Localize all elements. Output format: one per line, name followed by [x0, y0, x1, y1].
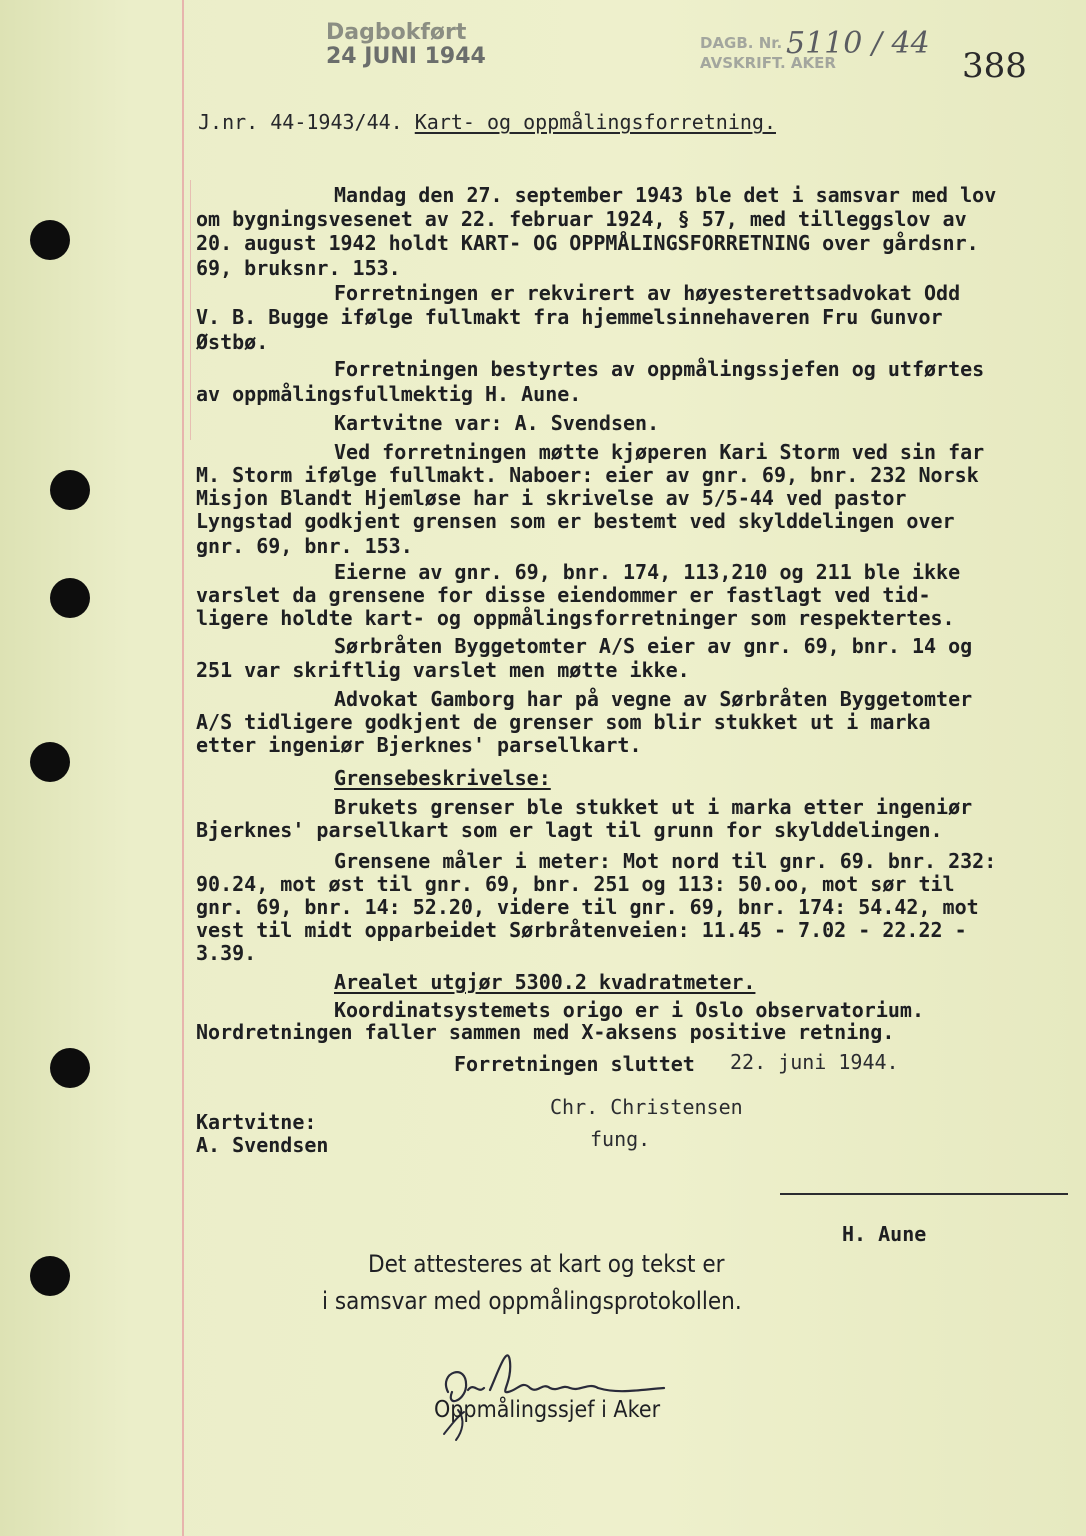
body-line: Østbø. [196, 330, 269, 354]
avskrift-label: AVSKRIFT. AKER [700, 53, 836, 72]
body-line: Nordretningen faller sammen med X-aksens positive retning. [196, 1020, 895, 1044]
handwritten-signature [438, 1332, 670, 1442]
body-line: 20. august 1942 holdt KART- OG OPPMÅLINGSFORRETNING over gårdsnr. [196, 231, 979, 255]
second-signer: H. Aune [842, 1222, 927, 1246]
page-number: 388 [962, 46, 1027, 86]
area-statement: Arealet utgjør 5300.2 kvadratmeter. [334, 970, 756, 994]
body-line: 69, bruksnr. 153. [196, 256, 401, 280]
signer-title: fung. [590, 1127, 651, 1151]
body-line: Kartvitne var: A. Svendsen. [334, 411, 660, 435]
body-line: 3.39. [196, 941, 257, 965]
body-line: Forretningen er rekvirert av høyesterettsadvokat Odd [334, 281, 961, 305]
subject-title: Kart- og oppmålingsforretning. [414, 110, 776, 134]
body-line: vest til midt opparbeidet Sørbråtenveien: 11.45 - 7.02 - 22.22 - [196, 918, 967, 942]
dagbokfort-label: Dagbokført [326, 20, 467, 45]
body-line: gnr. 69, bnr. 14: 52.20, videre til gnr. 69, bnr. 174: 54.42, mot [196, 895, 979, 919]
attestation-line-1: Det attesteres at kart og tekst er [368, 1250, 725, 1278]
margin-rule [182, 0, 184, 1536]
body-line: 90.24, mot øst til gnr. 69, bnr. 251 og 113: 50.oo, mot sør til [196, 872, 955, 896]
journal-header [198, 110, 776, 134]
attestation-line-2: i samsvar med oppmålingsprotokollen. [322, 1287, 742, 1315]
office-title: Oppmålingssjef i Aker [434, 1397, 661, 1423]
body-line: etter ingeniør Bjerknes' parsellkart. [196, 733, 642, 757]
signer-name: Chr. Christensen [550, 1095, 743, 1119]
body-line: Brukets grenser ble stukket ut i marka etter ingeniør [334, 795, 973, 819]
body-line: V. B. Bugge ifølge fullmakt fra hjemmelsinnehaveren Fru Gunvor [196, 305, 943, 329]
body-line: Lyngstad godkjent grensen som er bestemt ved skylddelingen over [196, 509, 955, 533]
body-line: Misjon Blandt Hjemløse har i skrivelse av 5/5-44 ved pastor [196, 486, 907, 510]
punch-hole-icon [50, 470, 90, 510]
punch-hole-icon [50, 578, 90, 618]
body-line: Koordinatsystemets origo er i Oslo observatorium. [334, 998, 925, 1022]
body-line: Eierne av gnr. 69, bnr. 174, 113,210 og 211 ble ikke [334, 560, 961, 584]
punch-hole-icon [30, 742, 70, 782]
dagb-nr-stamp [700, 26, 930, 73]
punch-hole-icon [50, 1048, 90, 1088]
dagb-nr-label: DAGB. Nr. [700, 34, 783, 52]
dagbokfort-date: 24 JUNI 1944 [326, 44, 486, 69]
body-line: Mandag den 27. september 1943 ble det i samsvar med lov [334, 183, 997, 207]
punch-hole-icon [30, 1256, 70, 1296]
body-line: gnr. 69, bnr. 153. [196, 534, 413, 558]
punch-hole-icon [30, 220, 70, 260]
end-date: 22. juni 1944. [730, 1050, 899, 1074]
body-line: 251 var skriftlig varslet men møtte ikke. [196, 658, 690, 682]
dagbokfort-stamp [326, 22, 486, 68]
body-line: varslet da grensene for disse eiendommer er fastlagt ved tid- [196, 583, 931, 607]
body-line: Forretningen bestyrtes av oppmålingssjefen og utførtes [334, 357, 985, 381]
body-line: Ved forretningen møtte kjøperen Kari Storm ved sin far [334, 440, 985, 464]
body-line: M. Storm ifølge fullmakt. Naboer: eier av gnr. 69, bnr. 232 Norsk [196, 463, 979, 487]
body-line: Sørbråten Byggetomter A/S eier av gnr. 69, bnr. 14 og [334, 634, 973, 658]
margin-rule-secondary [190, 180, 191, 440]
witness-name: A. Svendsen [196, 1133, 329, 1157]
section-heading-grensebeskrivelse: Grensebeskrivelse: [334, 766, 551, 790]
witness-label: Kartvitne: [196, 1110, 317, 1134]
body-line: Bjerknes' parsellkart som er lagt til grunn for skylddelingen. [196, 818, 943, 842]
signature-line [780, 1193, 1068, 1195]
body-line: ligere holdte kart- og oppmålingsforretninger som respektertes. [196, 606, 955, 630]
body-line: om bygningsvesenet av 22. februar 1924, § 57, med tilleggslov av [196, 207, 967, 231]
body-line: A/S tidligere godkjent de grenser som blir stukket ut i marka [196, 710, 931, 734]
body-line: Grensene måler i meter: Mot nord til gnr. 69. bnr. 232: [334, 849, 997, 873]
dagb-nr-value: 5110 / 44 [786, 26, 930, 61]
journal-number: J.nr. 44-1943/44. [198, 110, 403, 134]
body-line: Forretningen sluttet [454, 1052, 695, 1076]
body-line: Advokat Gamborg har på vegne av Sørbråten Byggetomter [334, 687, 973, 711]
body-line: av oppmålingsfullmektig H. Aune. [196, 382, 582, 406]
